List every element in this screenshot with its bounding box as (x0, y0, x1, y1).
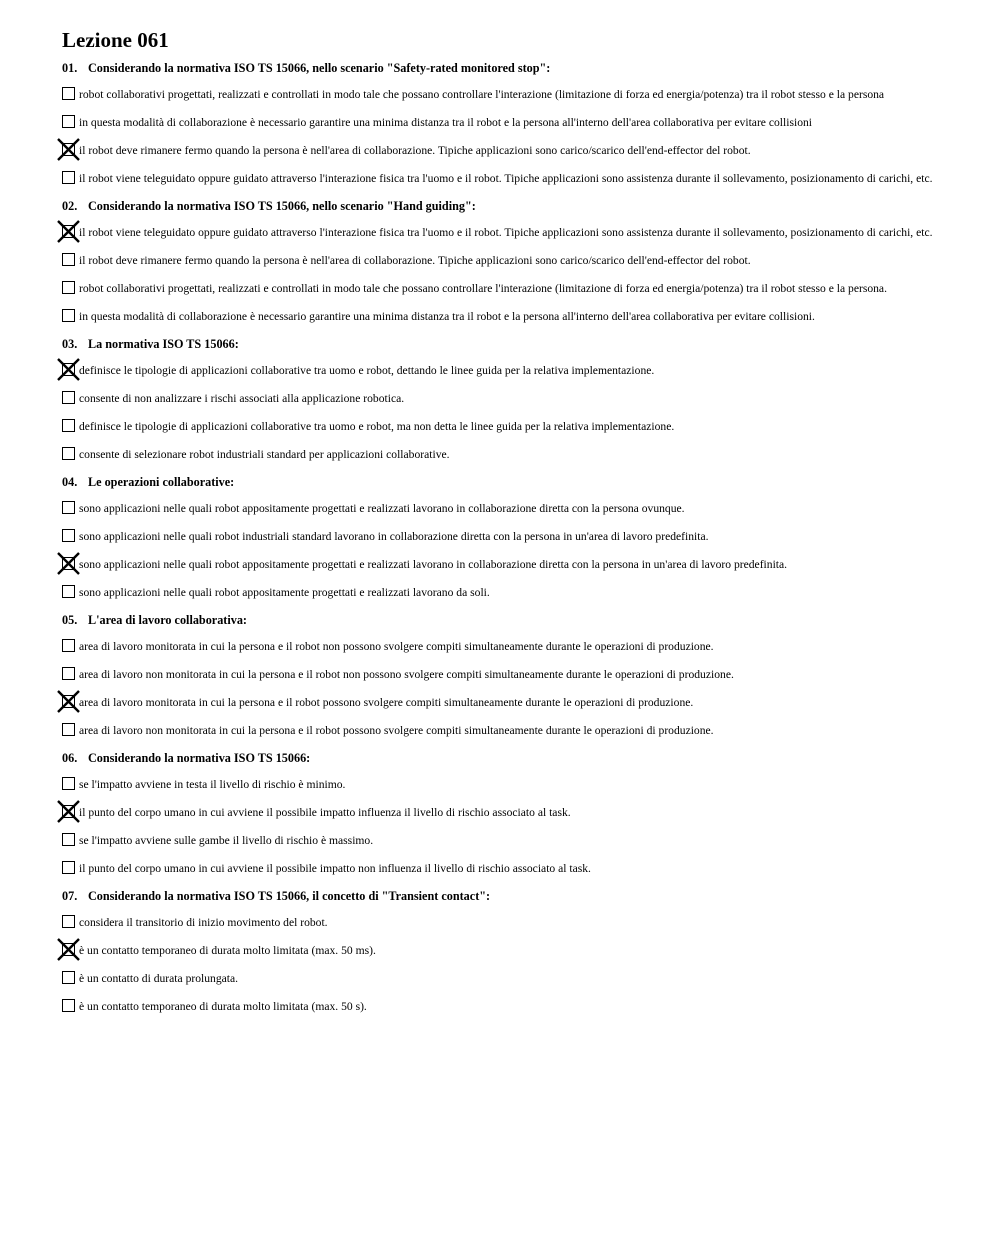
answer-option (62, 833, 940, 848)
checkbox[interactable] (62, 309, 75, 322)
answer-option (62, 447, 940, 462)
answer-option (62, 253, 940, 268)
option-text: il punto del corpo umano in cui avviene il possibile impatto influenza il livello di rischio associato al task. (79, 806, 571, 819)
answer-option (62, 171, 940, 186)
question-7 (62, 889, 940, 1014)
answer-option (62, 971, 940, 986)
answer-option (62, 143, 940, 158)
question-text: Considerando la normativa ISO TS 15066: (88, 751, 311, 765)
checkbox[interactable] (62, 501, 75, 514)
answer-option (62, 529, 940, 544)
checkbox[interactable] (62, 281, 75, 294)
checkbox[interactable] (62, 419, 75, 432)
answer-option (62, 391, 940, 406)
option-text: area di lavoro monitorata in cui la persona e il robot possono svolgere compiti simultaneamente durante le operazioni di produzione. (79, 696, 694, 709)
option-text: sono applicazioni nelle quali robot appositamente progettati e realizzati lavorano in collaborazione diretta con la persona in un'area di lavoro predefinita. (79, 558, 788, 571)
question-number: 01. (62, 61, 78, 75)
question-2 (62, 199, 940, 324)
checkbox[interactable] (62, 861, 75, 874)
option-text: è un contatto temporaneo di durata molto limitata (max. 50 ms). (79, 944, 376, 957)
answer-option (62, 777, 940, 792)
x-mark-icon (57, 358, 80, 381)
checkbox[interactable] (62, 115, 75, 128)
answer-option (62, 87, 940, 102)
option-text: robot collaborativi progettati, realizzati e controllati in modo tale che possano controllare l'interazione (limitazione di forza ed energia/potenza) tra il robot stesso e la persona. (79, 282, 887, 295)
checkbox[interactable] (62, 585, 75, 598)
checked-checkbox[interactable] (62, 363, 75, 376)
checkbox[interactable] (62, 171, 75, 184)
option-text: consente di selezionare robot industriali standard per applicazioni collaborative. (79, 448, 450, 461)
answer-option (62, 667, 940, 682)
question-text: La normativa ISO TS 15066: (88, 337, 239, 351)
option-text: il punto del corpo umano in cui avviene il possibile impatto non influenza il livello di rischio associato al task. (79, 862, 591, 875)
x-mark-icon (57, 690, 80, 713)
answer-option (62, 999, 940, 1014)
option-text: sono applicazioni nelle quali robot appositamente progettati e realizzati lavorano da soli. (79, 586, 490, 599)
option-text: area di lavoro monitorata in cui la persona e il robot non possono svolgere compiti simultaneamente durante le operazioni di produzione. (79, 640, 714, 653)
x-mark-icon (57, 138, 80, 161)
checked-checkbox[interactable] (62, 943, 75, 956)
answer-option (62, 115, 940, 130)
question-5 (62, 613, 940, 738)
option-text: il robot viene teleguidato oppure guidato attraverso l'interazione fisica tra l'uomo e il robot. Tipiche applicazioni sono assistenza durante il sollevamento, posizionamento di carichi, etc. (79, 172, 933, 185)
question-heading (62, 613, 940, 628)
option-text: se l'impatto avviene sulle gambe il livello di rischio è massimo. (79, 834, 374, 847)
question-number: 03. (62, 337, 78, 351)
checkbox[interactable] (62, 391, 75, 404)
question-heading (62, 475, 940, 490)
option-text: sono applicazioni nelle quali robot industriali standard lavorano in collaborazione diretta con la persona in un'area di lavoro predefinita. (79, 530, 709, 543)
checkbox[interactable] (62, 529, 75, 542)
option-text: in questa modalità di collaborazione è necessario garantire una minima distanza tra il robot e la persona all'interno dell'area collaborativa per evitare collisioni. (79, 310, 815, 323)
option-text: è un contatto di durata prolungata. (79, 972, 239, 985)
answer-option (62, 363, 940, 378)
question-heading (62, 199, 940, 214)
checkbox[interactable] (62, 833, 75, 846)
checked-checkbox[interactable] (62, 557, 75, 570)
option-text: il robot deve rimanere fermo quando la persona è nell'area di collaborazione. Tipiche applicazioni sono carico/scarico dell'end-effector del robot. (79, 144, 751, 157)
answer-option (62, 639, 940, 654)
checkbox[interactable] (62, 87, 75, 100)
question-text: L'area di lavoro collaborativa: (88, 613, 247, 627)
checkbox[interactable] (62, 253, 75, 266)
question-6 (62, 751, 940, 876)
answer-option (62, 723, 940, 738)
question-number: 02. (62, 199, 78, 213)
answer-option (62, 695, 940, 710)
quiz-page (62, 28, 940, 1027)
question-heading (62, 751, 940, 766)
question-3 (62, 337, 940, 462)
answer-option (62, 805, 940, 820)
question-number: 06. (62, 751, 78, 765)
answer-option (62, 915, 940, 930)
answer-option (62, 585, 940, 600)
checkbox[interactable] (62, 667, 75, 680)
option-text: area di lavoro non monitorata in cui la persona e il robot possono svolgere compiti simultaneamente durante le operazioni di produzione. (79, 724, 714, 737)
checkbox[interactable] (62, 639, 75, 652)
checkbox[interactable] (62, 971, 75, 984)
option-text: sono applicazioni nelle quali robot appositamente progettati e realizzati lavorano in collaborazione diretta con la persona ovunque. (79, 502, 685, 515)
option-text: se l'impatto avviene in testa il livello di rischio è minimo. (79, 778, 346, 791)
checkbox[interactable] (62, 915, 75, 928)
question-text: Considerando la normativa ISO TS 15066, nello scenario "Safety-rated monitored stop": (88, 61, 551, 75)
option-text: definisce le tipologie di applicazioni collaborative tra uomo e robot, ma non detta le linee guida per la relativa implementazione. (79, 420, 675, 433)
question-number: 07. (62, 889, 78, 903)
option-text: il robot viene teleguidato oppure guidato attraverso l'interazione fisica tra l'uomo e il robot. Tipiche applicazioni sono assistenza durante il sollevamento, posizionamento di carichi, etc. (79, 226, 933, 239)
answer-option (62, 501, 940, 516)
question-heading (62, 889, 940, 904)
checkbox[interactable] (62, 999, 75, 1012)
checkbox[interactable] (62, 723, 75, 736)
question-text: Le operazioni collaborative: (88, 475, 235, 489)
option-text: consente di non analizzare i rischi associati alla applicazione robotica. (79, 392, 405, 405)
question-list (62, 61, 940, 1014)
x-mark-icon (57, 220, 80, 243)
checked-checkbox[interactable] (62, 143, 75, 156)
option-text: in questa modalità di collaborazione è necessario garantire una minima distanza tra il robot e la persona all'interno dell'area collaborativa per evitare collisioni (79, 116, 813, 129)
x-mark-icon (57, 800, 80, 823)
checked-checkbox[interactable] (62, 225, 75, 238)
option-text: robot collaborativi progettati, realizzati e controllati in modo tale che possano controllare l'interazione (limitazione di forza ed energia/potenza) tra il robot stesso e la persona (79, 88, 885, 101)
question-1 (62, 61, 940, 186)
page-title: Lezione 061 (62, 28, 169, 52)
question-text: Considerando la normativa ISO TS 15066, nello scenario "Hand guiding": (88, 199, 476, 213)
answer-option (62, 943, 940, 958)
question-heading (62, 61, 940, 76)
checked-checkbox[interactable] (62, 695, 75, 708)
question-heading (62, 337, 940, 352)
answer-option (62, 861, 940, 876)
answer-option (62, 281, 940, 296)
question-text: Considerando la normativa ISO TS 15066, il concetto di "Transient contact": (88, 889, 491, 903)
option-text: il robot deve rimanere fermo quando la persona è nell'area di collaborazione. Tipiche applicazioni sono carico/scarico dell'end-effector del robot. (79, 254, 751, 267)
checkbox[interactable] (62, 777, 75, 790)
x-mark-icon (57, 938, 80, 961)
checkbox[interactable] (62, 447, 75, 460)
question-number: 05. (62, 613, 78, 627)
option-text: area di lavoro non monitorata in cui la persona e il robot non possono svolgere compiti simultaneamente durante le operazioni di produzione. (79, 668, 734, 681)
answer-option (62, 309, 940, 324)
option-text: considera il transitorio di inizio movimento del robot. (79, 916, 328, 929)
question-4 (62, 475, 940, 600)
x-mark-icon (57, 552, 80, 575)
question-number: 04. (62, 475, 78, 489)
option-text: definisce le tipologie di applicazioni collaborative tra uomo e robot, dettando le linee guida per la relativa implementazione. (79, 364, 655, 377)
option-text: è un contatto temporaneo di durata molto limitata (max. 50 s). (79, 1000, 367, 1013)
answer-option (62, 225, 940, 240)
answer-option (62, 557, 940, 572)
checked-checkbox[interactable] (62, 805, 75, 818)
answer-option (62, 419, 940, 434)
